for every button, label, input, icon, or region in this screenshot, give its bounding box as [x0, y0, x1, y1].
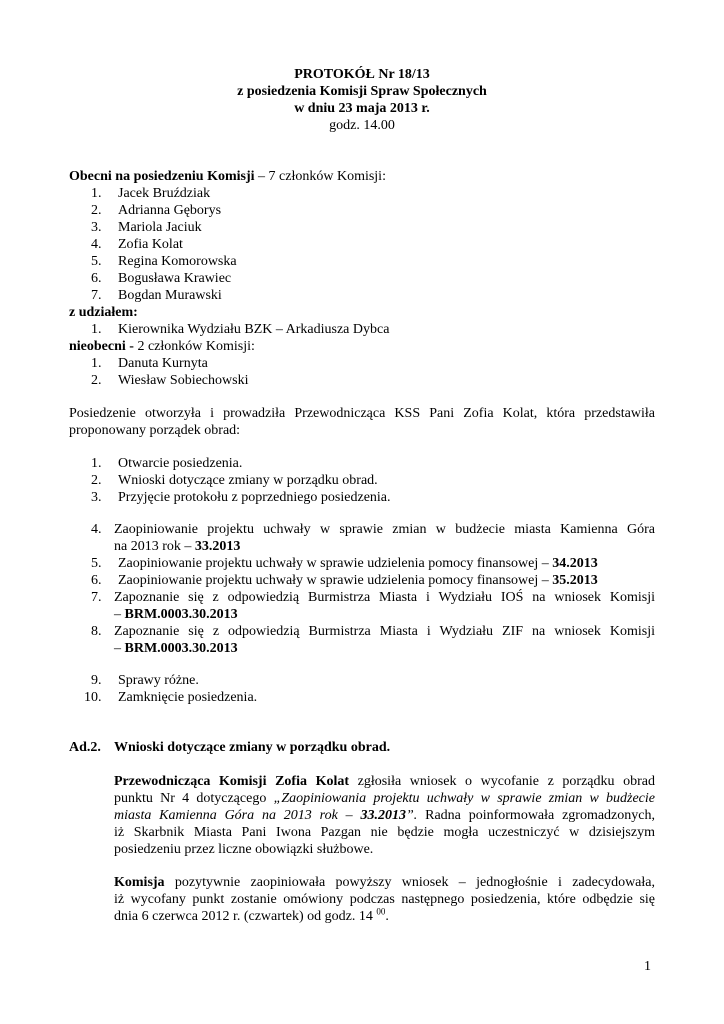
- section-number: Ad.2.: [69, 740, 101, 755]
- date-line: w dniu 23 maja 2013 r.: [294, 101, 430, 116]
- paragraph-line: iż Skarbnik Miasta Pani Iwona Pazgan nie będzie mogła uczestniczyć w dzisiejszym: [114, 825, 655, 840]
- paragraph-line: Przewodnicząca Komisji Zofia Kolat zgłosiła wniosek o wycofanie z porządku obrad: [114, 774, 655, 789]
- intro-line: proponowany porządek obrad:: [69, 423, 241, 438]
- guests-heading: z udziałem:: [69, 305, 138, 320]
- paragraph-line: miasta Kamienna Góra na 2013 rok – 33.2013”. Radna poinformowała zgromadzonych,: [114, 808, 655, 823]
- committee-line: z posiedzenia Komisji Spraw Społecznych: [237, 84, 487, 99]
- document-page: PROTOKÓŁ Nr 18/13 z posiedzenia Komisji Spraw Społecznych w dniu 23 maja 2013 r. godz. 14.00 Obecni na posiedzeniu Komisji – 7 członków Komisji: 1. Jacek Bruździak 2. Adrianna Gęborys 3. Mariola Jaciuk 4. Zofia Kolat 5. Regina Komorowska 6. Bogusława Krawiec 7. Bogdan Murawski z udziałem: 1. Kierownika Wydziału BZK – Arkadiusza Dybca nieobecni - 2 członków Komisji: 1. Danuta Kurnyta 2. Wiesław Sobiechowski Posiedzenie otworzyła i prowadziła Przewodnicząca KSS Pani Zofia Kolat, która przedstawiła proponowany porządek obrad: 1. Otwarcie posiedzenia. 2. Wnioski dotyczące zmiany w porządku obrad. 3. Przyjęcie protokołu z poprzedniego posiedzenia. 4. Zaopiniowanie projektu uchwały w sprawie zmian w budżecie miasta Kamienna Góra na 2013 rok – 33.2013 5. Zaopiniowanie projektu uchwały w sprawie udzielenia pomocy finansowej – 34.2013 6. Zaopiniowanie projektu uchwały w sprawie udzielenia pomocy finansowej – 35.2013 7. Zapoznanie się z odpowiedzią Burmistrza Miasta i Wydziału IOŚ na wniosek Komisji – BRM.0003.30.2013 8. Zapoznanie się z odpowiedzią Burmistrza Miasta i Wydziału ZIF na wniosek Komisji – BRM.0003.30.2013 9. Sprawy różne. 10. Zamknięcie posiedzenia. Ad.2. Wnioski dotyczące zmiany w porządku obrad. Przewodnicząca Komisji Zofia Kolat zgłosiła wniosek o wycofanie z porządku obrad punktu Nr 4 dotyczącego „Zaopiniowania projektu uchwały w sprawie zmian w budżecie miasta Kamienna Góra na 2013 rok – 33.2013”. Radna poinformowała zgromadzonych, iż Skarbnik Miasta Pani Iwona Pazgan nie będzie mogła uczestniczyć w dzisiejszym posiedzeniu przez liczne obowiązki służbowe. Komisja pozytywnie zaopiniowała powyższy wniosek – jednogłośnie i zadecydowała, iż wycofany punkt zostanie omówiony podczas następnego posiedzenia, które odbędzie się dnia 6 czerwca 2012 r. (czwartek) od godz. 14 $^{00}$. 1: [0, 0, 724, 1024]
- paragraph-line: punktu Nr 4 dotyczącego „Zaopiniowania projektu uchwały w sprawie zmian w budżecie: [114, 791, 656, 806]
- agenda-item-text: na 2013 rok – 33.2013: [114, 539, 241, 554]
- agenda-item-text: – BRM.0003.30.2013: [114, 641, 238, 656]
- absent-heading: nieobecni - 2 członków Komisji:: [69, 339, 255, 354]
- agenda-item-text: Zapoznanie się z odpowiedzią Burmistrza Miasta i Wydziału IOŚ na wniosek Komisji: [114, 590, 655, 605]
- page-number: 1: [644, 959, 651, 974]
- intro-line: Posiedzenie otworzyła i prowadziła Przewodnicząca KSS Pani Zofia Kolat, która przedstawiła: [69, 406, 655, 421]
- paragraph-line: dnia 6 czerwca 2012 r. (czwartek) od godz. 14 $^{00}$.: [114, 906, 389, 924]
- paragraph-line: iż wycofany punkt zostanie omówiony podczas następnego posiedzenia, które odbędzie się: [114, 892, 655, 907]
- present-heading: Obecni na posiedzeniu Komisji – 7 członków Komisji:: [69, 169, 386, 184]
- paragraph-line: posiedzeniu przez liczne obowiązki służbowe.: [114, 842, 374, 857]
- paragraph-line: Komisja pozytywnie zaopiniowała powyższy wniosek – jednogłośnie i zadecydowała,: [114, 875, 655, 890]
- agenda-item-text: Zapoznanie się z odpowiedzią Burmistrza Miasta i Wydziału ZIF na wniosek Komisji: [114, 624, 655, 639]
- agenda-item-text: Zaopiniowanie projektu uchwały w sprawie zmian w budżecie miasta Kamienna Góra: [114, 522, 655, 537]
- time-line: godz. 14.00: [329, 118, 395, 133]
- section-title: Wnioski dotyczące zmiany w porządku obrad.: [114, 740, 391, 755]
- agenda-item-text: – BRM.0003.30.2013: [114, 607, 238, 622]
- protocol-title: PROTOKÓŁ Nr 18/13: [294, 67, 430, 82]
